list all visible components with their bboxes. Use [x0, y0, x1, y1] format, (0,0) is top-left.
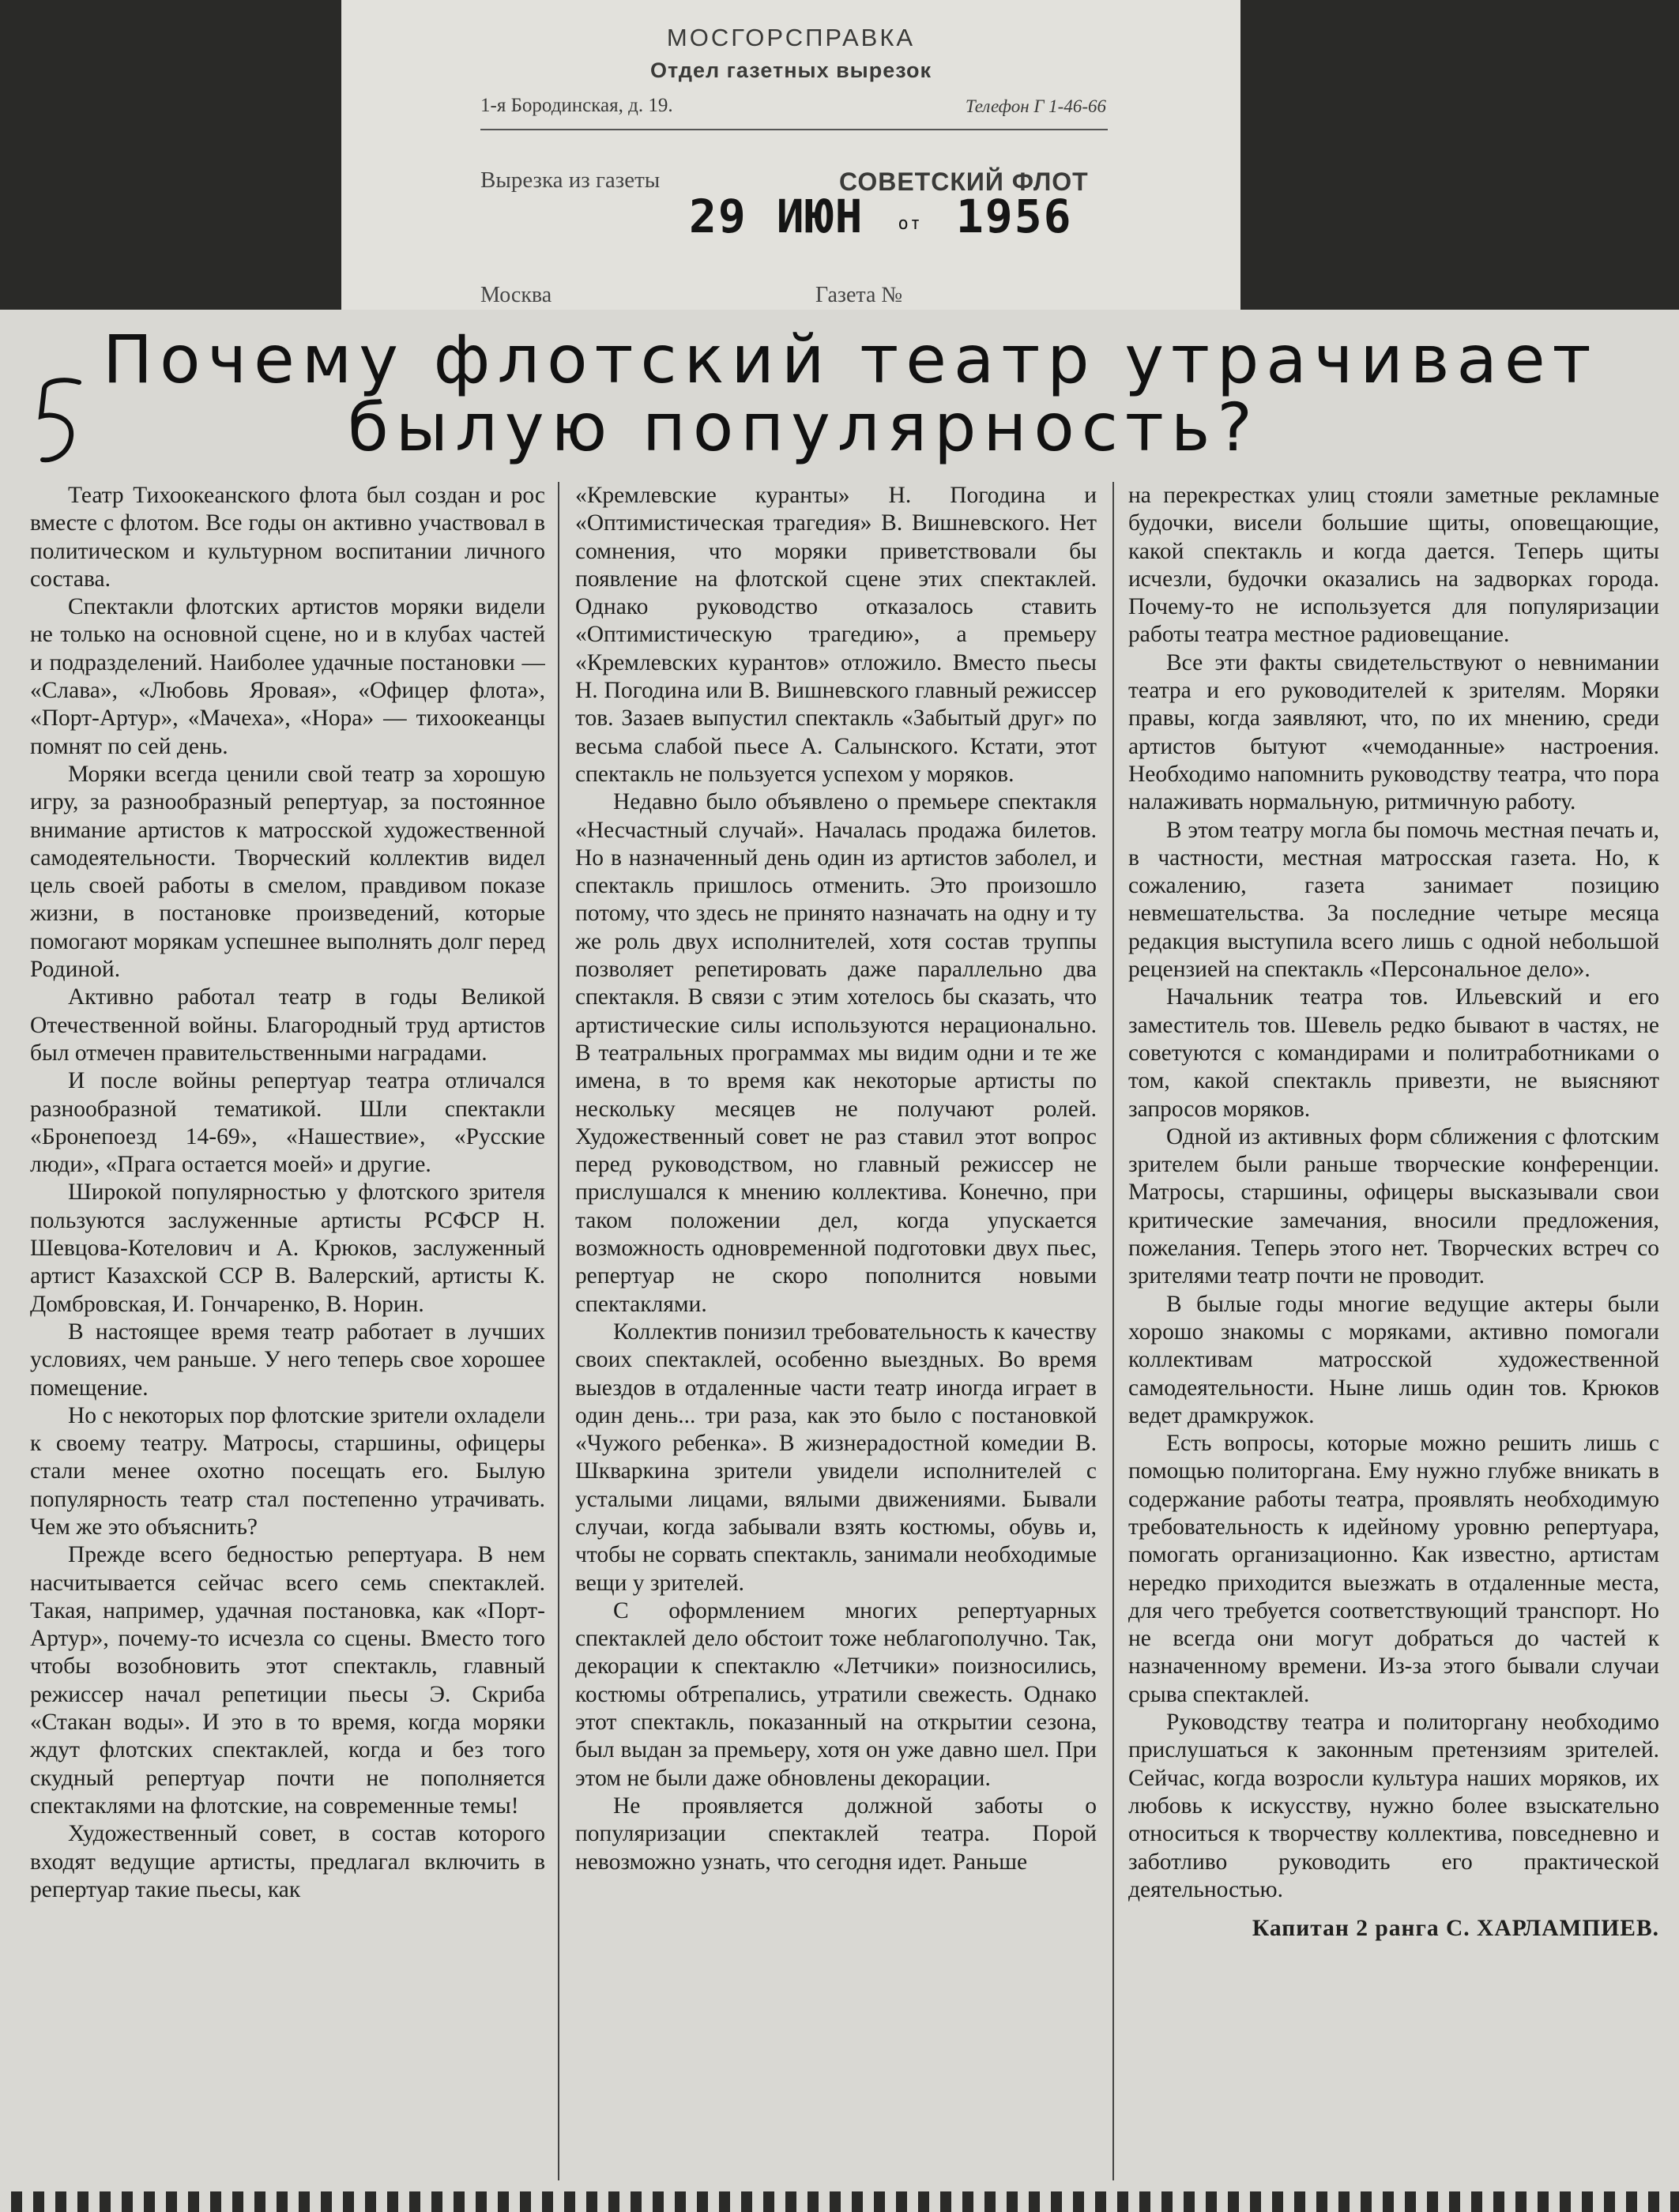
paragraph: «Кремлевские куранты» Н. Погодина и «Оптимистическая трагедия» В. Вишневского. Нет сомнения, что моряки приветствовали бы появление на флотской сцене этих спектаклей. Однако руководство отказалось ставить «Оптимистическую трагедию», а премьеру «Кремлевских курантов» отложило. Вместо пьесы Н. Погодина или В. Вишневского главный режиссер тов. Зазаев выпустил спектакль «Забытый друг» по весьма слабой пьесе А. Салынского. Кстати, этот спектакль не пользуется успехом у моряков. [575, 483, 1097, 787]
bureau-address: 1-я Бородинская, д. 19. [480, 95, 673, 116]
bureau-department: Отдел газетных вырезок [649, 58, 932, 82]
paragraph: Моряки всегда ценили свой театр за хорошую игру, за разнообразный репертуар, за постоянное внимание артистов к матросской художественной самодеятельности. Творческий коллектив видел цель своей работы в смелом, правдивом показе жизни, в постановке произведений, которые помогают морякам успешнее выполнять долг перед Родиной. [30, 761, 545, 983]
stamp-from: от [898, 214, 922, 234]
paragraph: Одной из активных форм сближения с флотским зрителем были раньше творческие конференции. Матросы, старшины, офицеры высказывали свои критические замечания, вносили предложения, пожелания. Теперь этого нет. Творческих встреч со зрителями театр почти не проводит. [1128, 1123, 1659, 1289]
paragraph: Есть вопросы, которые можно решить лишь с помощью политоргана. Ему нужно глубже вникать в содержание работы театра, проявлять необходимую требовательность к идейному уровню репертуара, помогать организационно. Как известно, артистам нередко приходится выезжать в отдаленные места, для чего требуется соответствующий транспорт. Но не всегда они могут добраться до частей к назначенному времени. Из-за этого бывали случаи срыва спектаклей. [1128, 1431, 1659, 1707]
paragraph: С оформлением многих репертуарных спектаклей дело обстоит тоже неблагополучно. Так, декорации к спектаклю «Летчики» поизносились, костюмы обтрепались, утратили свежесть. Однако этот спектакль, показанный на открытии сезона, был выдан за премьеру, хотя он уже давно шел. При этом не были даже обновлены декорации. [575, 1597, 1097, 1791]
paragraph: Коллектив понизил требовательность к качеству своих спектаклей, особенно выездных. Во время выездов в отдаленные части театр иногда играет в один день... три раза, как это было с постановкой «Чужого ребенка». В жизнерадостной комедии В. Шкваркина зрители увидели исполнителей с усталыми лицами, вялыми движениями. Бывали случаи, когда забывали взять костюмы, обувь и, чтобы не сорвать спектакль, занимали необходимые вещи у зрителей. [575, 1319, 1097, 1596]
column-2 [575, 482, 1097, 2180]
paragraph: В настоящее время театр работает в лучших условиях, чем раньше. У него теперь свое хорошее помещение. [30, 1319, 545, 1401]
author-signature: Капитан 2 ранга С. ХАРЛАМПИЕВ. [1252, 1916, 1659, 1942]
paragraph: на перекрестках улиц стояли заметные рекламные будочки, висели большие щиты, оповещающие, какой спектакль и когда дается. Теперь щиты исчезли, будочки оказались на задворках города. Почему-то не используется для популяризации работы театра местное радиовещание. [1128, 483, 1659, 648]
clipping-bureau-slip [341, 0, 1240, 325]
torn-edge [0, 2191, 1679, 2212]
paragraph: Не проявляется должной заботы о популяризации спектаклей театра. Порой невозможно узнать, что сегодня идет. Раньше [575, 1793, 1097, 1875]
bureau-name: МОСГОРСПРАВКА [666, 24, 916, 51]
paragraph: И после войны репертуар театра отличался разнообразной тематикой. Шли спектакли «Бронепоезд 14-69», «Нашествие», «Русские люди», «Прага остается моей» и другие. [30, 1068, 545, 1178]
stamp-day: 29 [689, 190, 747, 243]
paragraph: Активно работал театр в годы Великой Отечественной войны. Благородный труд артистов был отмечен правительственными наградами. [30, 984, 545, 1066]
paragraph: Все эти факты свидетельствуют о невнимании театра и его руководителей к зрителям. Моряки правы, когда заявляют, что, по их мнению, среди артистов бытуют «чемоданные» настроения. Необходимо напомнить руководству театра, что пора налаживать нормальную, ритмичную работу. [1128, 649, 1659, 815]
headline-line-1: Почему флотский театр утрачивает [103, 321, 1598, 398]
paragraph: Прежде всего бедностью репертуара. В нем насчитывается сейчас всего семь спектаклей. Такая, например, удачная постановка, как «Порт-Артур», почему-то исчезла со сцены. Вместо того чтобы возобновить этот спектакль, главный режиссер начал репетиции пьесы Э. Скриба «Стакан воды». И это в то время, когда моряки ждут флотских спектаклей, когда и без того скудный репертуар почти не пополняется спектаклями на флотские, на современные темы! [30, 1542, 545, 1819]
newspaper-clipping [0, 310, 1679, 2212]
paragraph: Руководству театра и политоргану необходимо прислушаться к законным претензиям зрителей. Сейчас, когда возросли культура наших моряков, их любовь к искусству, нужно более взыскательно относиться к творчеству коллектива, повседневно и заботливо руководить его практической деятельностью. [1128, 1710, 1659, 1902]
cut-label: Вырезка из газеты [480, 167, 661, 193]
bureau-phone: Телефон Г 1-46-66 [965, 96, 1106, 116]
stamp-year: 1956 [955, 190, 1073, 243]
headline-line-2: былую популярность? [348, 389, 1259, 466]
paragraph: Начальник театра тов. Ильевский и его заместитель тов. Шевель редко бывают в частях, не советуются с командирами и политработниками о том, какой спектакль привезти, не выясняют запросов моряков. [1128, 984, 1659, 1122]
date-stamp [689, 190, 1073, 243]
column-rule [558, 482, 559, 2180]
handwritten-mark [32, 373, 87, 468]
paragraph: Спектакли флотских артистов моряки видели не только на основной сцене, но и в клубах частей и подразделений. Наиболее удачные постановки — «Слава», «Любовь Яровая», «Офицер флота», «Порт-Артур», «Мачеха», «Нора» — тихоокеанцы помнят по сей день. [30, 594, 545, 759]
slip-divider [480, 129, 1108, 130]
newspaper-name: СОВЕТСКИЙ ФЛОТ [839, 167, 1089, 196]
paragraph: В былые годы многие ведущие актеры были хорошо знакомы с моряками, активно помогали коллективам матросской художественной самодеятельности. Ныне лишь один тов. Крюков ведет драмкружок. [1128, 1291, 1659, 1428]
stamp-month: ИЮН [776, 190, 864, 243]
paragraph: Художественный совет, в состав которого входят ведущие артисты, предлагал включить в репертуар такие пьесы, как [30, 1821, 545, 1902]
paragraph: Недавно было объявлено о премьере спектакля «Несчастный случай». Началась продажа билетов. Но в назначенный день один из артистов заболел, и спектакль пришлось отменить. Это произошло потому, что здесь не принято назначать на одну и ту же роль двух исполнителей, хотя состав труппы позволяет репетировать даже параллельно два спектакля. В связи с этим хотелось бы сказать, что артистические силы используются нерационально. В театральных программах мы видим одни и те же имена, в то время как некоторые артисты по нескольку месяцев не получают ролей. Художественный совет не раз ставил этот вопрос перед руководством, но главный режиссер не прислушался к мнению коллектива. Конечно, при таком положении дел, когда упускается возможность одновременной подготовки двух пьес, репертуар не скоро пополнится новыми спектаклями. [575, 789, 1097, 1317]
article-headline [0, 310, 1679, 480]
newspaper-number-label: Газета № [815, 283, 903, 307]
article-body [30, 482, 1673, 2180]
paragraph: Театр Тихоокеанского флота был создан и рос вместе с флотом. Все годы он активно участвовал в политическом и культурном воспитании личного состава. [30, 483, 545, 592]
column-rule [1112, 482, 1114, 2180]
paragraph: Широкой популярностью у флотского зрителя пользуются заслуженные артисты РСФСР Н. Шевцова-Котелович и А. Крюков, заслуженный артист Казахской ССР В. Валерский, артисты К. Домбровская, И. Гончаренко, В. Норин. [30, 1179, 545, 1317]
paragraph: В этом театру могла бы помочь местная печать и, в частности, местная матросская газета. Но, к сожалению, газета занимает позицию невмешательства. За последние четыре месяца редакция выступила всего лишь с одной небольшой рецензией на спектакль «Персональное дело». [1128, 817, 1659, 983]
city-label: Москва [480, 283, 552, 307]
column-3 [1128, 482, 1659, 2180]
paragraph: Но с некоторых пор флотские зрители охладели к своему театру. Матросы, старшины, офицеры стали менее охотно посещать его. Былую популярность театр стал постепенно утрачивать. Чем же это объяснить? [30, 1402, 545, 1540]
column-1 [30, 482, 545, 2180]
